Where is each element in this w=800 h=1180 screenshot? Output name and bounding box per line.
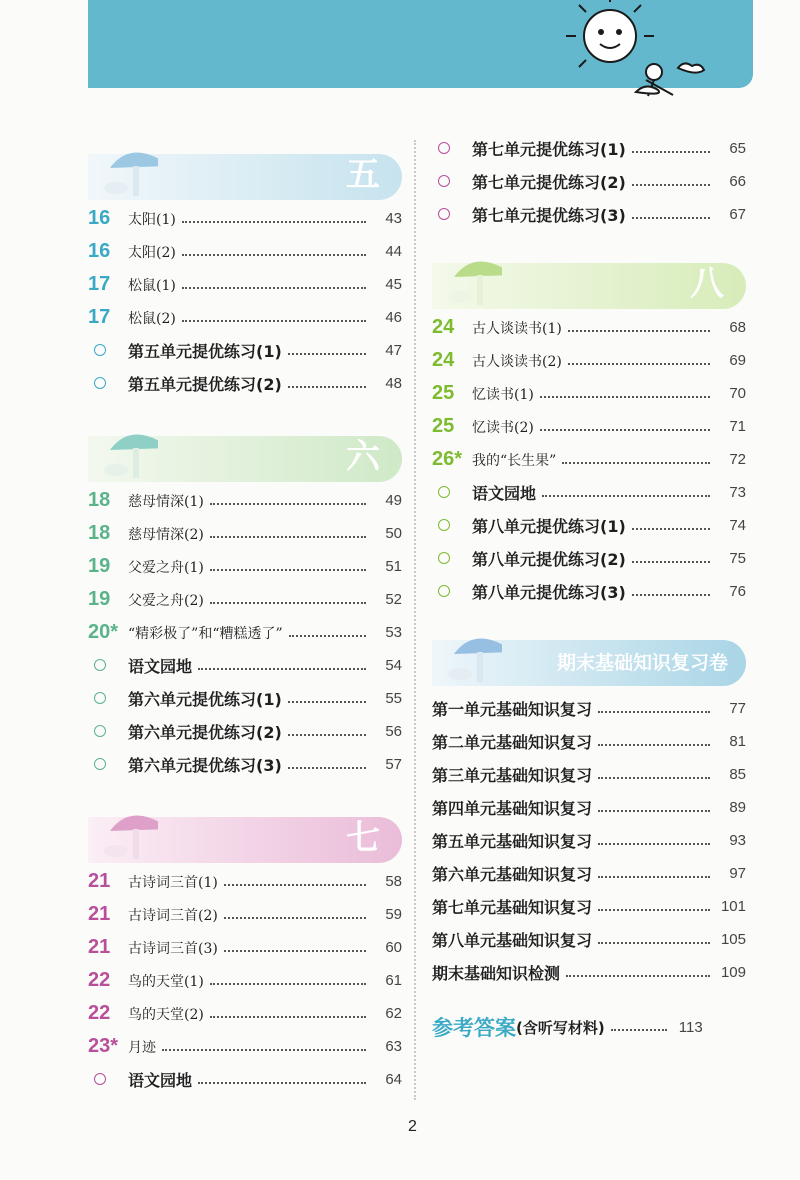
dot-leader [598,777,710,779]
page-number: 89 [729,799,746,816]
page-number: 57 [385,756,402,773]
toc-entry[interactable] [432,132,746,165]
circle-bullet-icon [88,1068,128,1091]
answer-key-sub: (含听写材料) [516,1018,605,1037]
page-number: 49 [385,492,402,509]
page-number: 70 [729,385,746,402]
final-review-title: 期末基础知识复习卷 [556,652,728,674]
dot-leader [288,353,366,355]
page-number: 74 [729,517,746,534]
circle-icon [94,344,106,356]
toc-entry[interactable] [88,1030,402,1063]
page-number: 59 [385,906,402,923]
entry-title: 第七单元提优练习(1) [472,140,626,159]
entry-title: 松鼠(1) [128,277,176,294]
lesson-number: 18 [88,489,111,511]
page-number: 85 [729,766,746,783]
right-column [432,132,746,1045]
toc-entry[interactable] [432,344,746,377]
lesson-number: 19 [88,555,111,577]
dot-leader [210,602,366,604]
entry-title: 第五单元基础知识复习 [432,832,593,851]
unit-7-continued-list [432,132,746,231]
sun-character-icon [88,0,753,100]
entry-title: 第八单元提优练习(3) [472,583,626,602]
entry-title: 太阳(1) [128,211,176,228]
dot-leader [182,287,366,289]
lesson-number: 26* [432,448,463,470]
mushroom-icon [96,140,158,202]
page-number: 56 [385,723,402,740]
toc-entry[interactable] [88,202,402,235]
lesson-number: 18 [88,522,111,544]
dot-leader [566,975,710,977]
lesson-number: 21 [88,903,111,925]
toc-entry[interactable] [432,165,746,198]
unit-6-header [88,422,402,484]
dot-leader [162,1049,366,1051]
page-number: 101 [720,898,746,915]
page-number: 43 [385,210,402,227]
unit-7-header [88,803,402,865]
entry-title: 月迹 [128,1039,156,1056]
dot-leader [198,668,366,670]
dot-leader [210,503,366,505]
lesson-number: 16 [88,207,111,229]
dot-leader [182,254,366,256]
answer-key-label: 参考答案 [432,1016,516,1040]
toc-entry[interactable] [432,198,746,231]
circle-icon [438,519,450,531]
lesson-number: 22 [88,1002,111,1024]
page-number: 93 [729,832,746,849]
circle-icon [438,142,450,154]
circle-bullet-icon [432,514,472,537]
page-number: 44 [385,243,402,260]
page-number: 73 [729,484,746,501]
circle-icon [94,659,106,671]
mushroom-icon [96,422,158,484]
toc-entry[interactable] [88,484,402,517]
toc-entry[interactable] [432,824,746,857]
left-column [88,140,402,1096]
dot-leader [182,320,366,322]
page-number: 69 [729,352,746,369]
page-number: 48 [385,375,402,392]
toc-entry[interactable] [88,748,402,781]
dot-leader [568,363,710,365]
toc-entry[interactable] [432,509,746,542]
page-number: 65 [729,140,746,157]
unit-5-header [88,140,402,202]
entry-title: “精彩极了”和“糟糕透了” [128,625,283,642]
toc-entry[interactable] [432,890,746,923]
page-number: 109 [720,964,746,981]
dot-leader [210,1016,366,1018]
entry-title: 古人谈读书(2) [472,353,562,370]
dot-leader [210,536,366,538]
page-number: 68 [729,319,746,336]
entry-title: 第四单元基础知识复习 [432,799,593,818]
dot-leader [632,594,710,596]
dot-leader [598,876,710,878]
lesson-number: 25 [432,382,455,404]
lesson-number: 21 [88,936,111,958]
lesson-number: 16 [88,240,111,262]
entry-title: 父爱之舟(1) [128,559,204,576]
dot-leader [540,396,710,398]
toc-entry[interactable] [432,791,746,824]
circle-bullet-icon [432,137,472,160]
toc-entry[interactable] [88,616,402,649]
page-number: 47 [385,342,402,359]
dot-leader [598,810,710,812]
page-number: 55 [385,690,402,707]
entry-title: 忆读书(2) [472,419,534,436]
toc-entry[interactable] [432,923,746,956]
dot-leader [598,711,710,713]
circle-icon [94,725,106,737]
circle-bullet-icon [88,372,128,395]
circle-icon [438,175,450,187]
dot-leader [632,151,710,153]
page-number: 61 [385,972,402,989]
entry-title: 古诗词三首(3) [128,940,218,957]
circle-bullet-icon [432,170,472,193]
page-number: 50 [385,525,402,542]
toc-entry[interactable] [432,443,746,476]
circle-icon [94,1073,106,1085]
entry-title: 父爱之舟(2) [128,592,204,609]
mushroom-icon [440,249,502,311]
page-number: 113 [678,1018,703,1036]
page-number: 76 [729,583,746,600]
page-number: 71 [729,418,746,435]
entry-title: 古人谈读书(1) [472,320,562,337]
lesson-number: 24 [432,349,455,371]
dot-leader [611,1029,667,1031]
page-number: 66 [729,173,746,190]
page-number: 45 [385,276,402,293]
toc-entry[interactable] [432,542,746,575]
lesson-number: 22 [88,969,111,991]
lesson-number: 21 [88,870,111,892]
entry-title: 语文园地 [128,657,193,676]
entry-title: 语文园地 [128,1071,193,1090]
dot-leader [632,561,710,563]
final-review-list [432,692,746,989]
column-divider [414,140,416,1100]
dot-leader [632,217,710,219]
toc-entry[interactable] [88,517,402,550]
entry-title: 第三单元基础知识复习 [432,766,593,785]
circle-bullet-icon [432,547,472,570]
circle-bullet-icon [432,203,472,226]
dot-leader [224,884,366,886]
toc-entry[interactable] [432,758,746,791]
entry-title: 第六单元基础知识复习 [432,865,593,884]
entry-title: 忆读书(1) [472,386,534,403]
circle-bullet-icon [432,481,472,504]
dot-leader [598,744,710,746]
page-number: 64 [385,1071,402,1088]
toc-entry[interactable] [88,235,402,268]
page-number: 62 [385,1005,402,1022]
unit-8-header [432,249,746,311]
toc-entry[interactable] [432,410,746,443]
entry-title: 第五单元提优练习(2) [128,375,282,394]
entry-title: 第六单元提优练习(3) [128,756,282,775]
toc-entry[interactable] [432,575,746,608]
unit-numeral: 六 [346,437,380,477]
mushroom-icon [96,803,158,865]
header-banner [88,0,753,88]
dot-leader [542,495,710,497]
circle-bullet-icon [88,654,128,677]
dot-leader [288,386,366,388]
entry-title: 第七单元提优练习(2) [472,173,626,192]
dot-leader [632,184,710,186]
lesson-number: 25 [432,415,455,437]
answer-key-row[interactable] [432,1009,746,1045]
toc-entry[interactable] [88,334,402,367]
dot-leader [288,734,366,736]
page-number: 58 [385,873,402,890]
dot-leader [198,1082,366,1084]
entry-title: 鸟的天堂(1) [128,973,204,990]
toc-entry[interactable] [432,692,746,725]
page-number: 105 [720,931,746,948]
toc-entry[interactable] [88,583,402,616]
entry-title: 第八单元提优练习(2) [472,550,626,569]
entry-title: 第八单元基础知识复习 [432,931,593,950]
lesson-number: 19 [88,588,111,610]
dot-leader [540,429,710,431]
unit-numeral: 五 [346,155,380,195]
circle-bullet-icon [88,687,128,710]
circle-icon [438,208,450,220]
page-number: 81 [729,733,746,750]
toc-entry[interactable] [88,1063,402,1096]
circle-bullet-icon [432,580,472,603]
circle-bullet-icon [88,339,128,362]
page-number: 72 [729,451,746,468]
dot-leader [224,950,366,952]
entry-title: 鸟的天堂(2) [128,1006,204,1023]
page-number: 53 [385,624,402,641]
unit-8-list [432,311,746,608]
toc-entry[interactable] [432,311,746,344]
toc-entry[interactable] [432,857,746,890]
lesson-number: 17 [88,306,111,328]
entry-title: 太阳(2) [128,244,176,261]
toc-entry[interactable] [88,682,402,715]
circle-icon [438,486,450,498]
dot-leader [182,221,366,223]
unit-numeral: 八 [690,264,724,304]
entry-title: 古诗词三首(1) [128,874,218,891]
lesson-number: 24 [432,316,455,338]
entry-title: 第六单元提优练习(2) [128,723,282,742]
toc-entry[interactable] [88,997,402,1030]
dot-leader [568,330,710,332]
circle-bullet-icon [88,720,128,743]
unit-numeral: 七 [346,818,380,858]
dot-leader [288,767,366,769]
dot-leader [288,701,366,703]
page-footer-number: 2 [408,1118,417,1135]
toc-entry[interactable] [432,725,746,758]
page-number: 54 [385,657,402,674]
dot-leader [289,635,366,637]
final-review-header [432,626,746,688]
circle-icon [94,758,106,770]
dot-leader [210,569,366,571]
toc-entry[interactable] [88,964,402,997]
entry-title: 第八单元提优练习(1) [472,517,626,536]
toc-entry[interactable] [88,550,402,583]
entry-title: 古诗词三首(2) [128,907,218,924]
page-number: 52 [385,591,402,608]
toc-entry[interactable] [432,377,746,410]
entry-title: 我的“长生果” [472,452,557,469]
circle-icon [438,552,450,564]
page-number: 46 [385,309,402,326]
page-number: 67 [729,206,746,223]
toc-entry[interactable] [88,301,402,334]
page-number: 60 [385,939,402,956]
dot-leader [562,462,710,464]
entry-title: 第一单元基础知识复习 [432,700,593,719]
dot-leader [632,528,710,530]
entry-title: 第二单元基础知识复习 [432,733,593,752]
entry-title: 慈母情深(1) [128,493,204,510]
entry-title: 第六单元提优练习(1) [128,690,282,709]
entry-title: 期末基础知识检测 [432,964,561,983]
lesson-number: 23* [88,1035,119,1057]
dot-leader [598,909,710,911]
circle-icon [94,377,106,389]
toc-entry[interactable] [88,931,402,964]
circle-icon [438,585,450,597]
page-number: 97 [729,865,746,882]
circle-icon [94,692,106,704]
entry-title: 慈母情深(2) [128,526,204,543]
entry-title: 第七单元基础知识复习 [432,898,593,917]
page-number: 51 [385,558,402,575]
page-number: 77 [729,700,746,717]
unit-7-list [88,865,402,1096]
dot-leader [598,942,710,944]
unit-6-list [88,484,402,781]
unit-5-list [88,202,402,400]
circle-bullet-icon [88,753,128,776]
page-number: 75 [729,550,746,567]
dot-leader [224,917,366,919]
toc-entry[interactable] [88,865,402,898]
dot-leader [210,983,366,985]
entry-title: 松鼠(2) [128,310,176,327]
toc-entry[interactable] [432,476,746,509]
page-number: 63 [385,1038,402,1055]
entry-title: 第五单元提优练习(1) [128,342,282,361]
toc-entry[interactable] [88,268,402,301]
dot-leader [598,843,710,845]
entry-title: 语文园地 [472,484,537,503]
lesson-number: 17 [88,273,111,295]
toc-entry[interactable] [88,715,402,748]
toc-entry[interactable] [88,898,402,931]
toc-entry[interactable] [88,367,402,400]
mushroom-icon [440,626,502,688]
lesson-number: 20* [88,621,119,643]
toc-entry[interactable] [88,649,402,682]
entry-title: 第七单元提优练习(3) [472,206,626,225]
toc-entry[interactable] [432,956,746,989]
